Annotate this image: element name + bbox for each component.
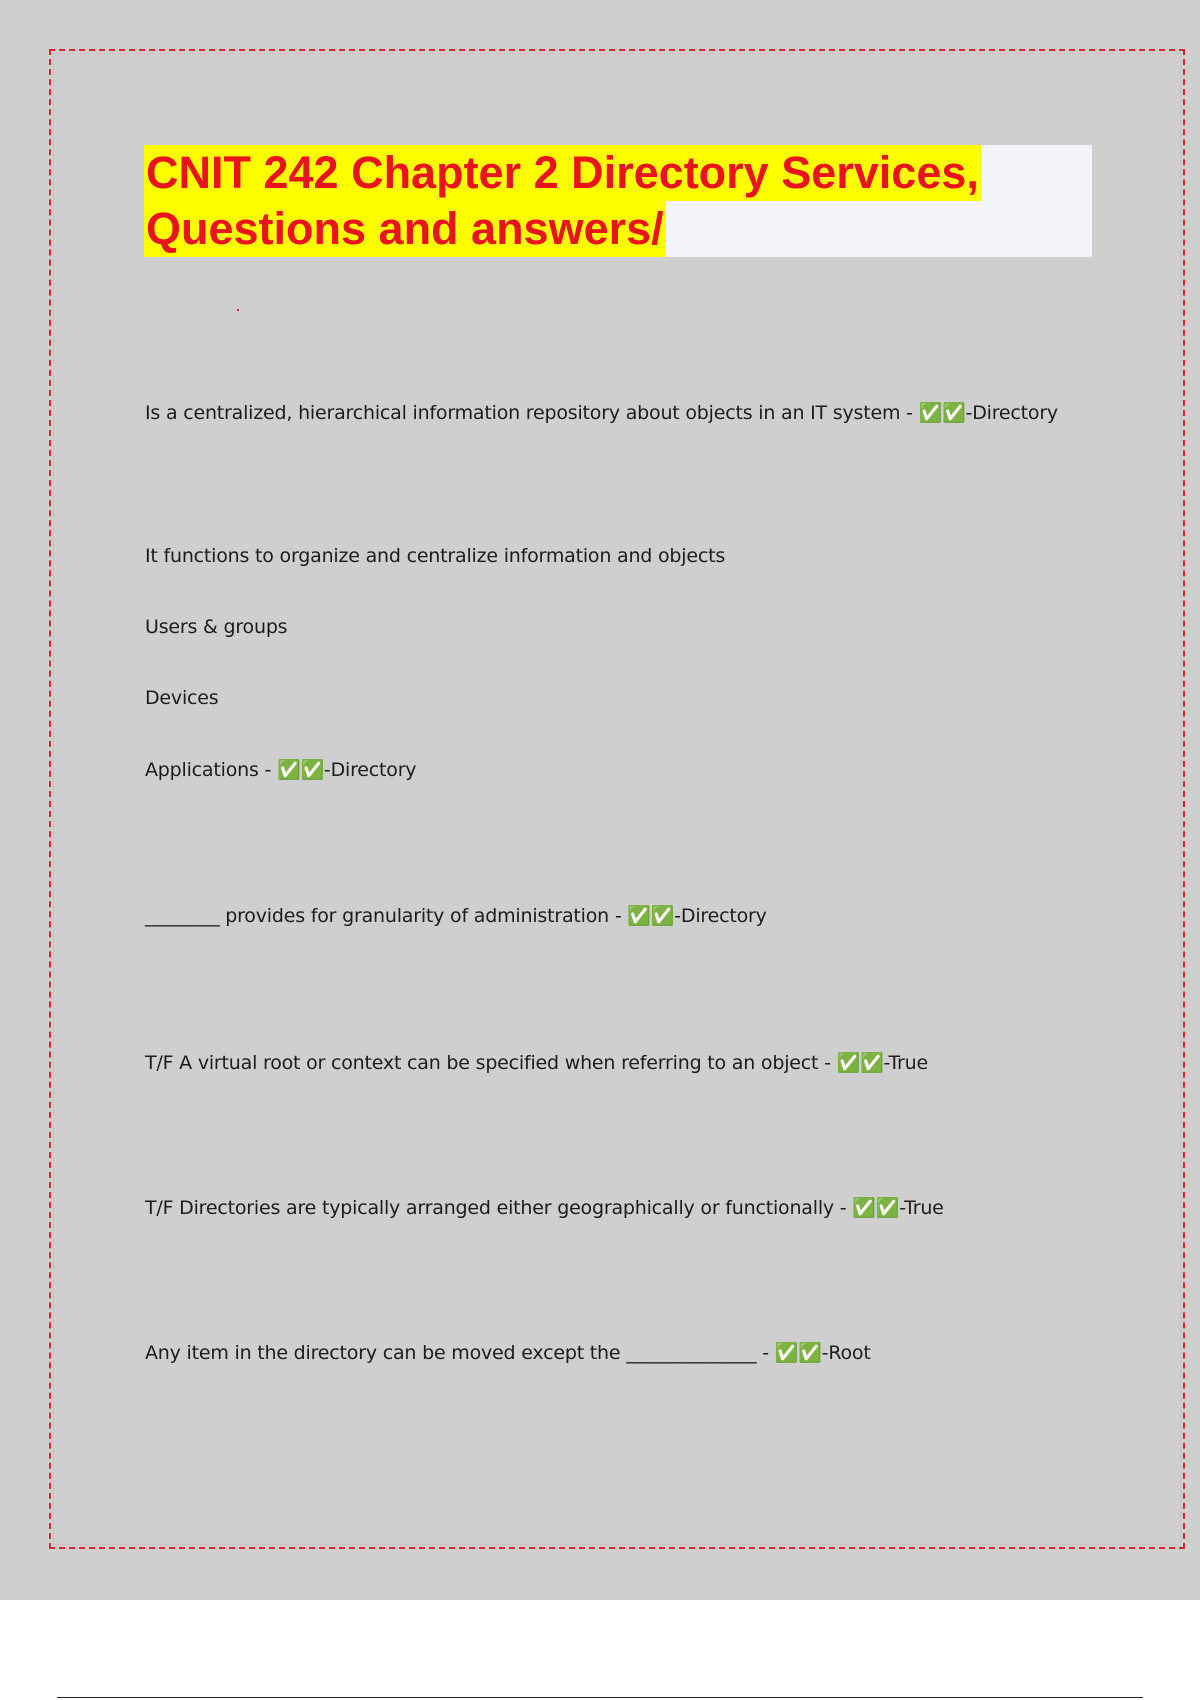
question-text: Any item in the directory can be moved except the ______________ - [145,1342,775,1364]
document-title-line-1: CNIT 242 Chapter 2 Directory Services, [144,145,981,201]
footer-rule [57,1697,1143,1698]
question-text: T/F A virtual root or context can be specified when referring to an object - [145,1052,837,1074]
question-text: ________ provides for granularity of administration - [145,905,628,927]
double-checkmark-icon: ✅✅ [774,1342,822,1364]
double-checkmark-icon: ✅✅ [918,402,966,424]
question-text: Applications - [145,759,277,781]
answer-text: -Directory [674,905,767,927]
question-text: T/F Directories are typically arranged either geographically or functionally - [145,1197,853,1219]
qa-entry [145,1195,944,1221]
question-text: Users & groups [145,616,288,638]
answer-text: -True [883,1052,928,1074]
answer-text: -Directory [965,402,1058,424]
qa-entry [145,903,767,929]
double-checkmark-icon: ✅✅ [277,759,324,781]
document-title-line-2: Questions and answers/ [144,201,666,257]
qa-entry [145,614,287,640]
double-checkmark-icon: ✅✅ [836,1052,884,1074]
question-text: Is a centralized, hierarchical information repository about objects in an IT system - [145,402,919,424]
answer-text: -Root [821,1342,871,1364]
qa-entry [145,757,416,783]
question-text: Devices [145,687,219,709]
qa-entry [145,1050,928,1076]
page-border-inner [53,53,1181,1545]
qa-entry [145,543,725,569]
answer-text: -True [899,1197,944,1219]
double-checkmark-icon: ✅✅ [627,905,675,927]
qa-entry [145,400,1058,426]
qa-entry [145,685,218,711]
stray-dot [237,309,239,311]
double-checkmark-icon: ✅✅ [852,1197,900,1219]
question-text: It functions to organize and centralize information and objects [145,545,726,567]
qa-entry [145,1340,871,1366]
answer-text: -Directory [323,759,417,781]
